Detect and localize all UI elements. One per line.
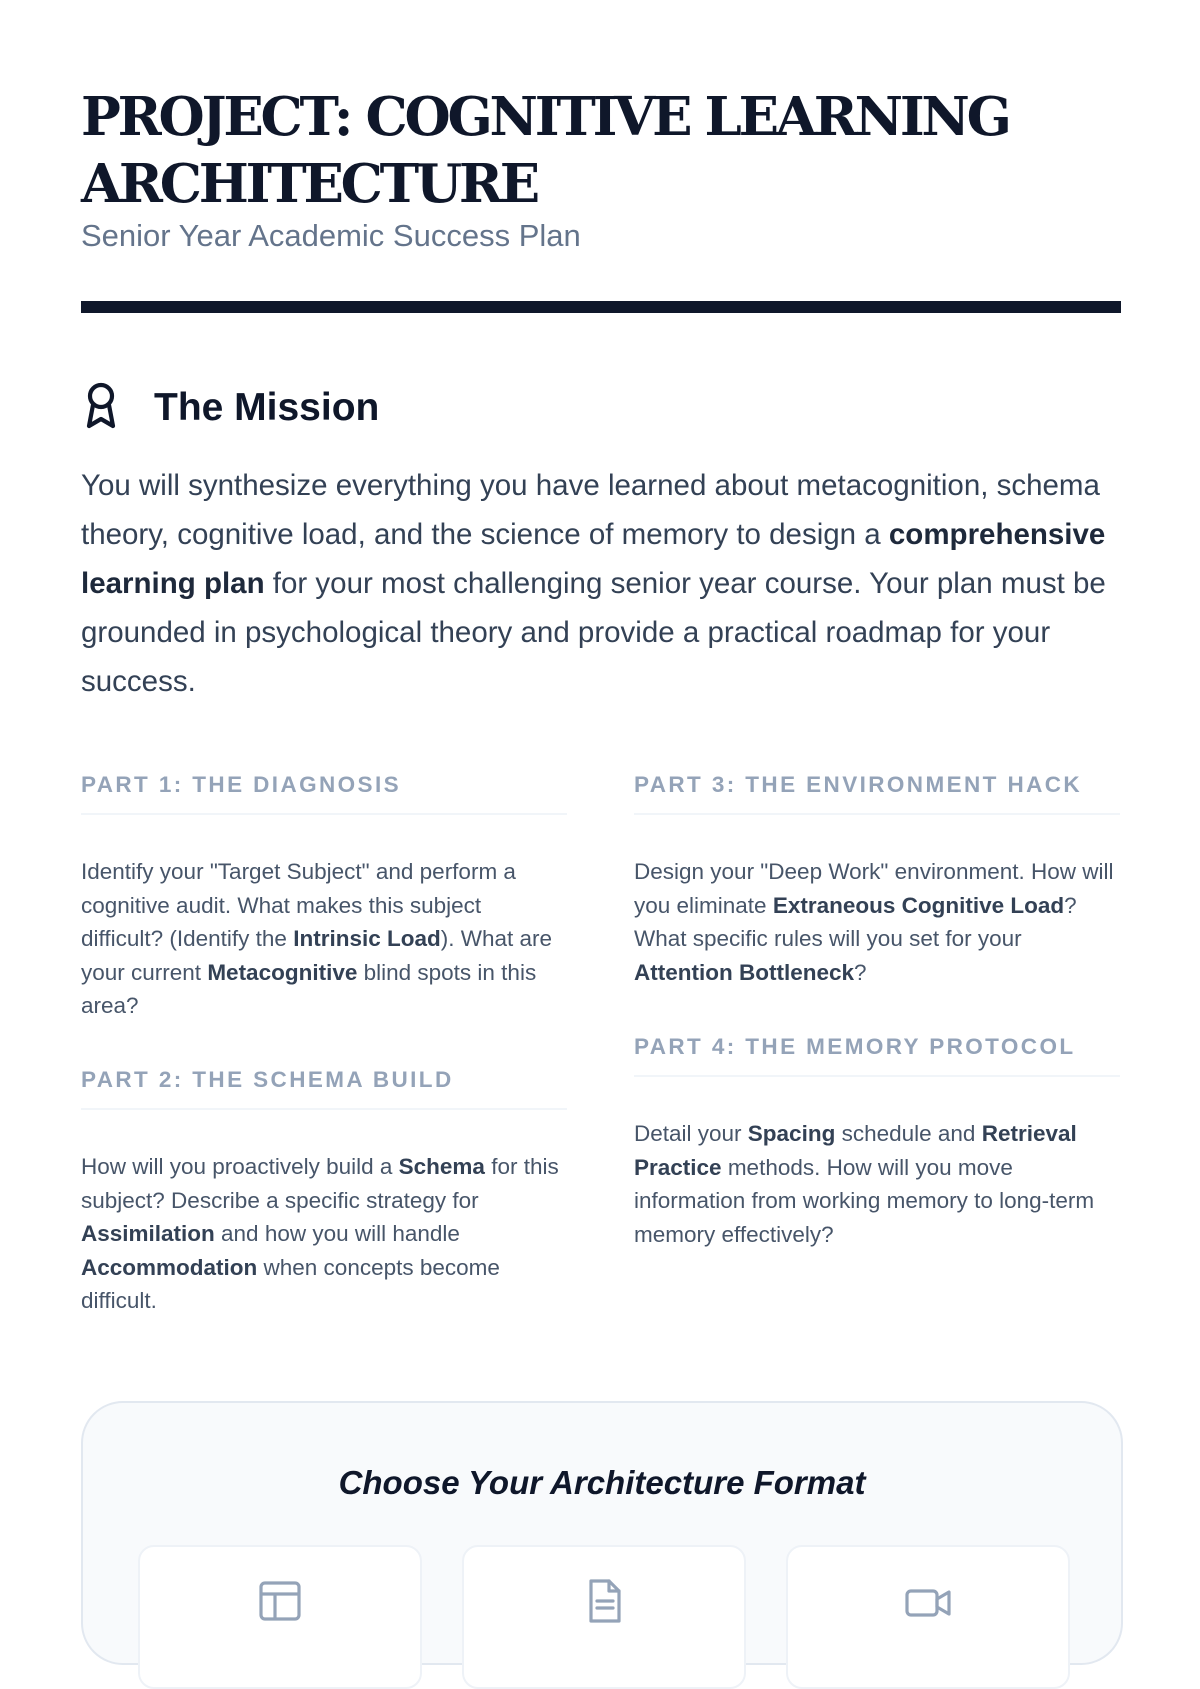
part-3-text [634, 855, 1120, 989]
part-4-b1: Spacing [747, 1121, 836, 1146]
part-1-b2: Metacognitive [207, 959, 358, 985]
part-2-b1: Schema [398, 1154, 485, 1179]
format-option-document[interactable] [462, 1545, 746, 1689]
part-2-heading: PART 2: THE SCHEMA BUILD [81, 1066, 567, 1110]
part-3-b2: Attention Bottleneck [634, 959, 855, 985]
part-2-t1: How will you proactively build a [81, 1154, 399, 1179]
part-3-heading: PART 3: THE ENVIRONMENT HACK [634, 771, 1120, 815]
mission-heading: The Mission [154, 386, 380, 429]
part-4-t2: schedule and [835, 1121, 982, 1146]
part-3-t1: Design your "Deep Work" environment. How will you eliminate [634, 859, 1114, 918]
format-chooser [81, 1401, 1123, 1665]
part-4-t3: methods. How will you move information from working memory to long-term memory effectively? [634, 1154, 1095, 1247]
part-1-heading: PART 1: THE DIAGNOSIS [81, 771, 567, 815]
part-4-heading: PART 4: THE MEMORY PROTOCOL [634, 1033, 1120, 1077]
part-1-b1: Intrinsic Load [293, 926, 441, 951]
part-4-text [634, 1117, 1120, 1251]
part-3-t3: ? [854, 959, 867, 985]
part-3-b1: Extraneous Cognitive Load [772, 892, 1065, 918]
part-2-t3: and how you will handle [214, 1221, 460, 1246]
title-divider [81, 301, 1121, 313]
part-2-section [81, 1066, 567, 1318]
award-ribbon-icon [81, 381, 121, 436]
part-4-b2: Retrieval Practice [634, 1121, 1077, 1180]
part-1-t1: Identify your "Target Subject" and perform a cognitive audit. What makes this subject difficult? (Identify the [81, 859, 516, 951]
page-subtitle: Senior Year Academic Success Plan [81, 218, 581, 253]
mission-text-bold: comprehensive learning plan [81, 518, 1106, 600]
part-1-t3: blind spots in this area? [81, 959, 537, 1018]
part-4-t1: Detail your [634, 1121, 748, 1146]
format-option-layout[interactable] [138, 1545, 422, 1689]
part-1-section [81, 771, 567, 1023]
mission-header [81, 380, 379, 436]
part-1-text [81, 855, 567, 1023]
part-2-t2: for this subject? Describe a specific strategy for [81, 1154, 559, 1213]
part-2-b2: Assimilation [81, 1221, 215, 1246]
format-title: Choose Your Architecture Format [338, 1464, 866, 1501]
page-title: PROJECT: COGNITIVE LEARNING ARCHITECTURE [81, 86, 1009, 215]
part-4-section [634, 1033, 1120, 1251]
format-option-video[interactable] [786, 1545, 1070, 1689]
part-2-text [81, 1150, 567, 1318]
mission-paragraph [81, 461, 1121, 706]
part-2-b3: Accommodation [81, 1254, 258, 1280]
part-3-section [634, 771, 1120, 989]
part-1-t2: ). What are your current [81, 926, 552, 985]
mission-text-1: You will synthesize everything you have learned about metacognition, schema theory, cognitive load, and the science of memory to design a [81, 469, 1100, 551]
part-2-t4: when concepts become difficult. [81, 1254, 500, 1313]
part-3-t2: ? What specific rules will you set for your [634, 892, 1077, 951]
mission-text-2: for your most challenging senior year course. Your plan must be grounded in psychological theory and provide a practical roadmap for your success. [81, 567, 1106, 698]
